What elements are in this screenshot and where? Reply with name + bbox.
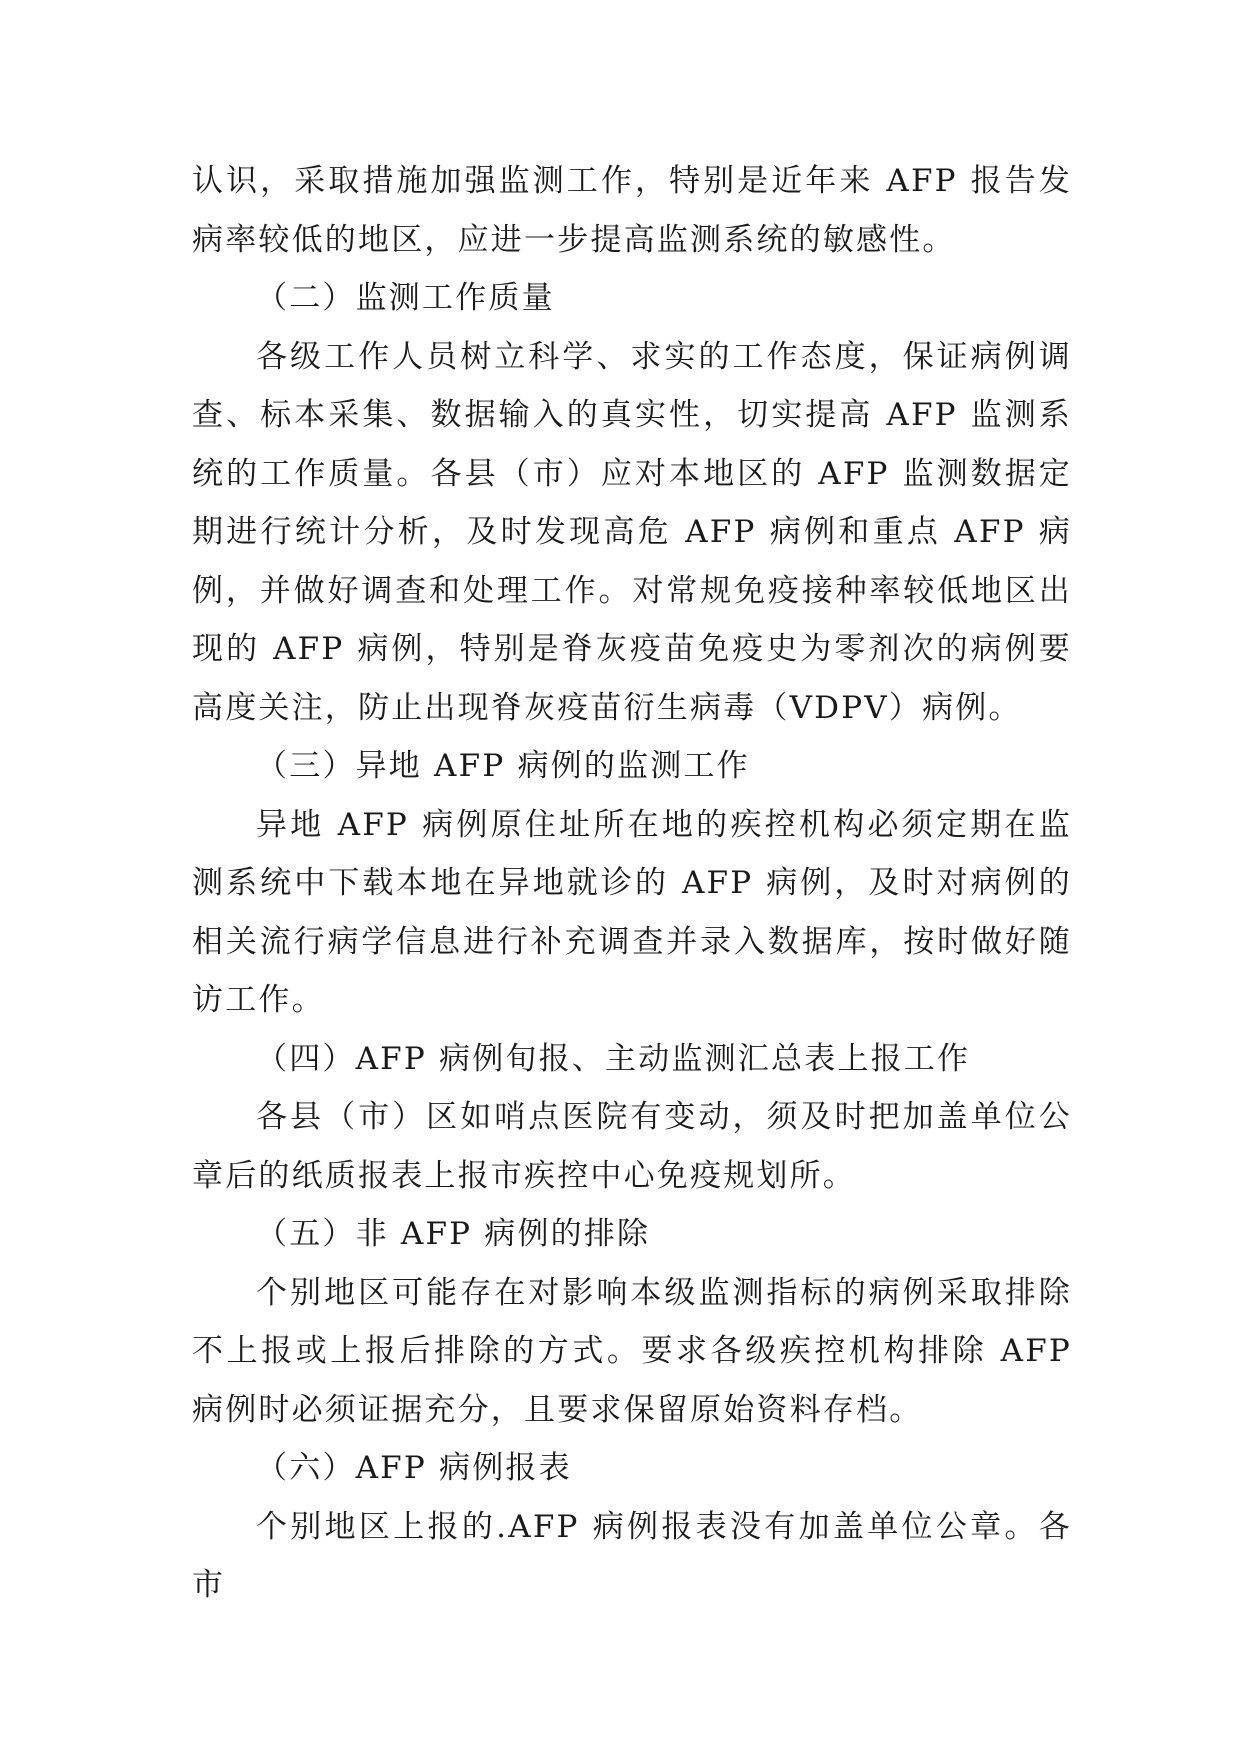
paragraph-continued: 认识，采取措施加强监测工作，特别是近年来 AFP 报告发病率较低的地区，应进一步提高监测系统的敏感性。	[192, 163, 1072, 258]
document-body	[192, 152, 1072, 1615]
paragraph: 个别地区可能存在对影响本级监测指标的病例采取排除不上报或上报后排除的方式。要求各级疾控机构排除 AFP 病例时必须证据充分，且要求保留原始资料存档。	[192, 1274, 1072, 1428]
section-heading-6: （六）AFP 病例报表	[256, 1450, 572, 1486]
section-heading-4: （四）AFP 病例旬报、主动监测汇总表上报工作	[256, 1040, 971, 1077]
paragraph: 各县（市）区如哨点医院有变动，须及时把加盖单位公章后的纸质报表上报市疾控中心免疫规划所。	[192, 1099, 1072, 1194]
section-heading-3: （三）异地 AFP 病例的监测工作	[256, 748, 750, 784]
paragraph: 各级工作人员树立科学、求实的工作态度，保证病例调查、标本采集、数据输入的真实性，切实提高 AFP 监测系统的工作质量。各县（市）应对本地区的 AFP 监测数据定期进行统计分析，及时发现高危 AFP 病例和重点 AFP 病例，并做好调查和处理工作。对常规免疫接种率较低地区出现的 AFP 病例，特别是脊灰疫苗免疫史为零剂次的病例要高度关注，防止出现脊灰疫苗衍生病毒（VDPV）病例。	[192, 338, 1072, 726]
paragraph: 异地 AFP 病例原住址所在地的疾控机构必须定期在监测系统中下载本地在异地就诊的 AFP 病例，及时对病例的相关流行病学信息进行补充调查并录入数据库，按时做好随访工作。	[192, 806, 1072, 1018]
paragraph: 个别地区上报的.AFP 病例报表没有加盖单位公章。各市	[192, 1508, 1072, 1603]
section-heading-5: （五）非 AFP 病例的排除	[256, 1216, 651, 1252]
section-heading-2: （二）监测工作质量	[256, 280, 555, 316]
